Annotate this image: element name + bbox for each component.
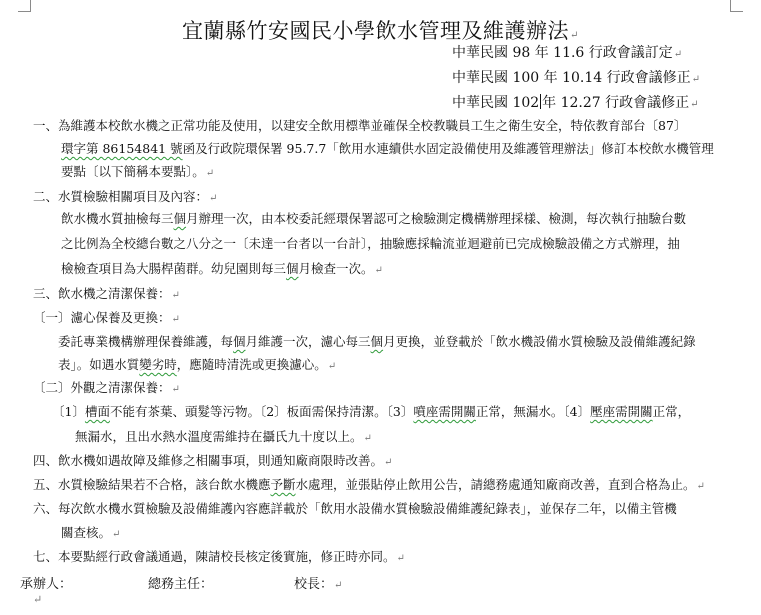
crop-mark-top-left (30, 0, 31, 11)
subsection-2-line[interactable]: 無漏水，且出水熱水溫度需維持在攝氏九十度以上。↵ (75, 429, 372, 444)
section-6-line[interactable]: 六、每次飲水機水質檢驗及設備維護內容應詳載於「飲用水設備水質檢驗設備維護紀錄表」，並保存二年，以備主管機 (33, 501, 677, 516)
paragraph-mark-icon: ↵ (171, 314, 180, 325)
subsection-1-line[interactable]: 表」。如遇水質變劣時，應隨時清洗或更換濾心。↵ (58, 357, 337, 372)
paragraph-mark-icon: ↵ (690, 99, 699, 110)
date-line[interactable]: 中華民國 102 年 12.27 行政會議修正↵ (452, 95, 699, 111)
section-2-line[interactable]: 檢檢查項目為大腸桿菌群。幼兒園則每三個月檢查一次。↵ (61, 261, 383, 276)
section-1-line[interactable]: 環字第 86154841 號函及行政院環保署 95.7.7「飲用水連續供水固定設備使用及維護管理辦法」修訂本校飲水機管理 (61, 141, 714, 156)
signature-principal[interactable]: 校長：↵ (294, 577, 343, 592)
paragraph-mark-icon: ↵ (363, 433, 372, 444)
section-2-line[interactable]: 之比例為全校總台數之八分之一〔未達一台者以一台計〕，抽驗應採輪流並迴避前已完成檢驗設備之方式辦理，抽 (61, 236, 680, 251)
paragraph-mark-icon: ↵ (696, 481, 705, 492)
paragraph-mark-icon: ↵ (171, 290, 180, 301)
date-line[interactable]: 中華民國 98 年 11.6 行政會議訂定↵ (452, 45, 683, 61)
paragraph-mark-icon: ↵ (171, 384, 180, 395)
crop-mark-top-right (730, 0, 731, 11)
subsection-1-line[interactable]: 委託專業機構辦理保養維護，每個月維護一次，濾心每三個月更換，並登載於「飲水機設備水質檢驗及設備維護紀錄 (58, 334, 696, 349)
section-1-line[interactable]: 要點〔以下簡稱本要點〕。↵ (61, 164, 215, 179)
section-2-line[interactable]: 飲水機水質抽檢每三個月辦理一次，由本校委託經環保署認可之檢驗測定機構辦理採樣、檢測，每次執行抽驗台數 (61, 211, 687, 226)
subsection-2-line[interactable]: 〔1〕槽面不能有茶葉、頭髮等污物。〔2〕板面需保持清潔。〔3〕噴座需開關正常，無漏水。〔4〕壓座需開關正常， (52, 404, 691, 419)
paragraph-mark-icon: ↵ (327, 361, 337, 372)
paragraph-mark-icon: ↵ (209, 193, 218, 204)
crop-mark-top-left (18, 11, 31, 12)
date-line[interactable]: 中華民國 100 年 10.14 行政會議修正↵ (452, 70, 700, 86)
section-5-line[interactable]: 五、水質檢驗結果若不合格，該台飲水機應予斷水處理，並張貼停止飲用公告，請總務處通知廠商改善，直到合格為止。↵ (33, 477, 705, 492)
paragraph-mark-icon: ↵ (374, 265, 383, 276)
paragraph-mark-icon: ↵ (205, 168, 215, 179)
paragraph-mark-icon: ↵ (33, 593, 43, 606)
paragraph-mark-icon: ↵ (334, 580, 343, 591)
signature-general-affairs[interactable]: 總務主任： (148, 577, 214, 592)
section-4-line[interactable]: 四、飲水機如遇故障及維修之相關事項，則通知廠商限時改善。↵ (33, 453, 393, 468)
section-2-heading[interactable]: 二、水質檢驗相關項目及內容：↵ (33, 189, 218, 204)
subsection-2-heading[interactable]: 〔二〕外觀之清潔保養：↵ (33, 380, 180, 395)
paragraph-mark-icon: ↵ (673, 49, 683, 60)
document-title[interactable]: 宜蘭縣竹安國民小學飲水管理及維護辦法↵ (182, 19, 579, 43)
paragraph-mark-icon: ↵ (396, 553, 405, 564)
crop-mark-top-right (730, 11, 743, 12)
signature-organizer[interactable]: 承辦人： (20, 577, 73, 592)
paragraph-mark-icon: ↵ (691, 74, 700, 85)
section-6-line[interactable]: 關查核。↵ (61, 525, 121, 540)
paragraph-mark-icon: ↵ (384, 457, 393, 468)
section-7-line[interactable]: 七、本要點經行政會議通過，陳請校長核定後實施，修正時亦同。↵ (33, 549, 405, 564)
section-1-line[interactable]: 一、為維護本校飲水機之正常功能及使用，以建安全飲用標準並確保全校教職員工生之衛生安全，特依教育部台〔87〕 (33, 118, 687, 133)
paragraph-mark-icon: ↵ (112, 529, 121, 540)
section-3-heading[interactable]: 三、飲水機之清潔保養：↵ (33, 286, 180, 301)
subsection-1-heading[interactable]: 〔一〕濾心保養及更換：↵ (33, 310, 180, 325)
paragraph-mark-icon: ↵ (570, 30, 579, 41)
